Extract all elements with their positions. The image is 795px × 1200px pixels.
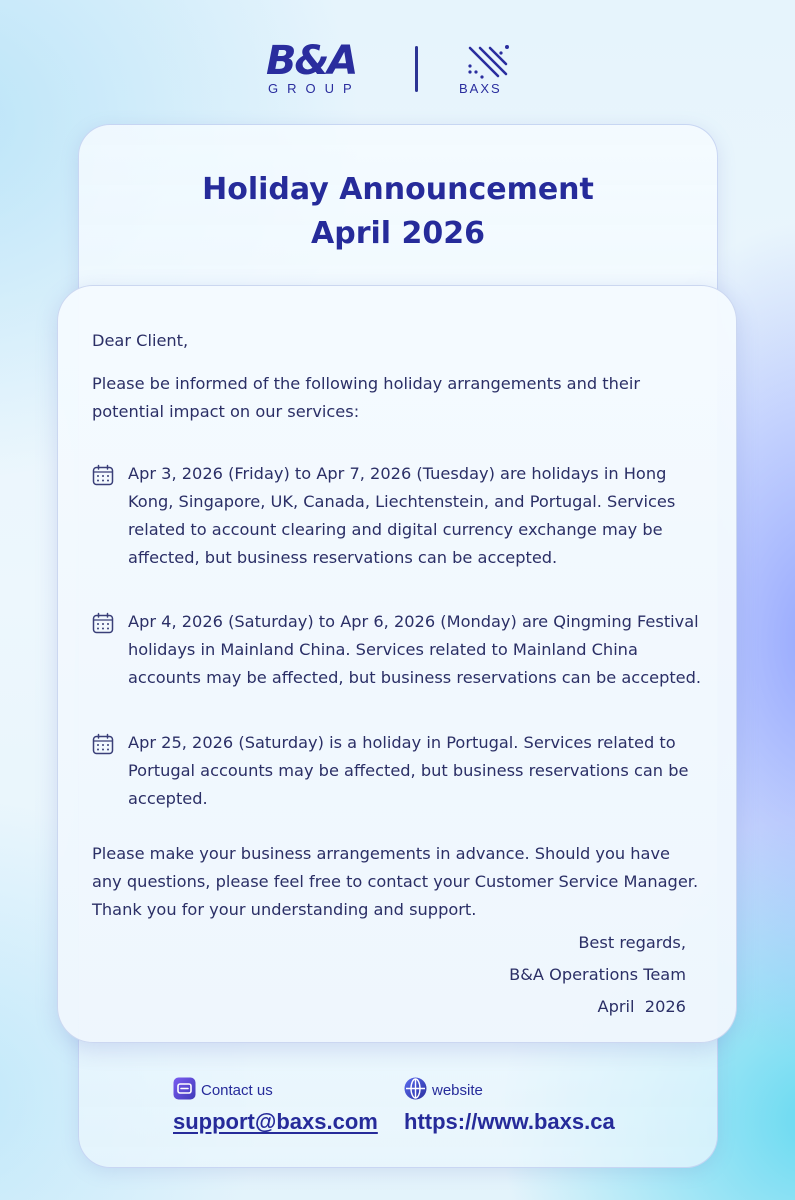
calendar-icon	[92, 612, 114, 634]
holiday-item-text: Apr 3, 2026 (Friday) to Apr 7, 2026 (Tuesday) are holidays in Hong Kong, Singapore, UK, Canada, Liechtenstein, and Portugal. Services related to account clearing and digital currency exchange may be affected, but business reservations can be accepted.	[128, 464, 676, 567]
globe-icon	[404, 1077, 427, 1100]
mail-icon	[173, 1077, 196, 1100]
support-email-link[interactable]: support@baxs.com	[173, 1109, 378, 1134]
baxs-logo-icon	[463, 42, 513, 80]
page-title	[78, 168, 718, 256]
title-line-2: April 2026	[311, 216, 485, 251]
ba-logo-mark: B&A	[266, 38, 357, 84]
holiday-item-text: Apr 4, 2026 (Saturday) to Apr 6, 2026 (Monday) are Qingming Festival holidays in Mainland China. Services related to Mainland China accounts may be affected, but business reservations can be accepted.	[128, 612, 702, 687]
header-logos	[0, 38, 795, 100]
website-label: website	[432, 1082, 483, 1099]
letter-intro: Please be informed of the following holiday arrangements and their potential impact on our services:	[92, 374, 640, 421]
letter-greeting: Dear Client,	[92, 331, 189, 350]
contact-us-label: Contact us	[201, 1082, 273, 1099]
contact-us-block	[173, 1077, 383, 1139]
signoff-team: B&A Operations Team	[509, 965, 686, 984]
baxs-logo-wordmark: BAXS	[459, 81, 502, 96]
baxs-logo	[457, 42, 521, 100]
calendar-icon	[92, 733, 114, 755]
website-link[interactable]: https://www.baxs.ca	[404, 1109, 615, 1134]
signoff-date: April 2026	[597, 997, 686, 1016]
ba-group-logo	[266, 38, 374, 98]
signoff-regards: Best regards,	[578, 933, 686, 952]
ba-logo-subtitle: GROUP	[268, 81, 361, 96]
holiday-item-text: Apr 25, 2026 (Saturday) is a holiday in Portugal. Services related to Portugal accounts may be affected, but business reservations can be accepted.	[128, 733, 689, 808]
letter-closing: Please make your business arrangements in advance. Should you have any questions, please feel free to contact your Customer Service Manager. Thank you for your understanding and support.	[92, 844, 699, 919]
title-line-1: Holiday Announcement	[202, 172, 594, 207]
website-block	[404, 1077, 624, 1139]
logo-divider	[415, 46, 418, 92]
calendar-icon	[92, 464, 114, 486]
